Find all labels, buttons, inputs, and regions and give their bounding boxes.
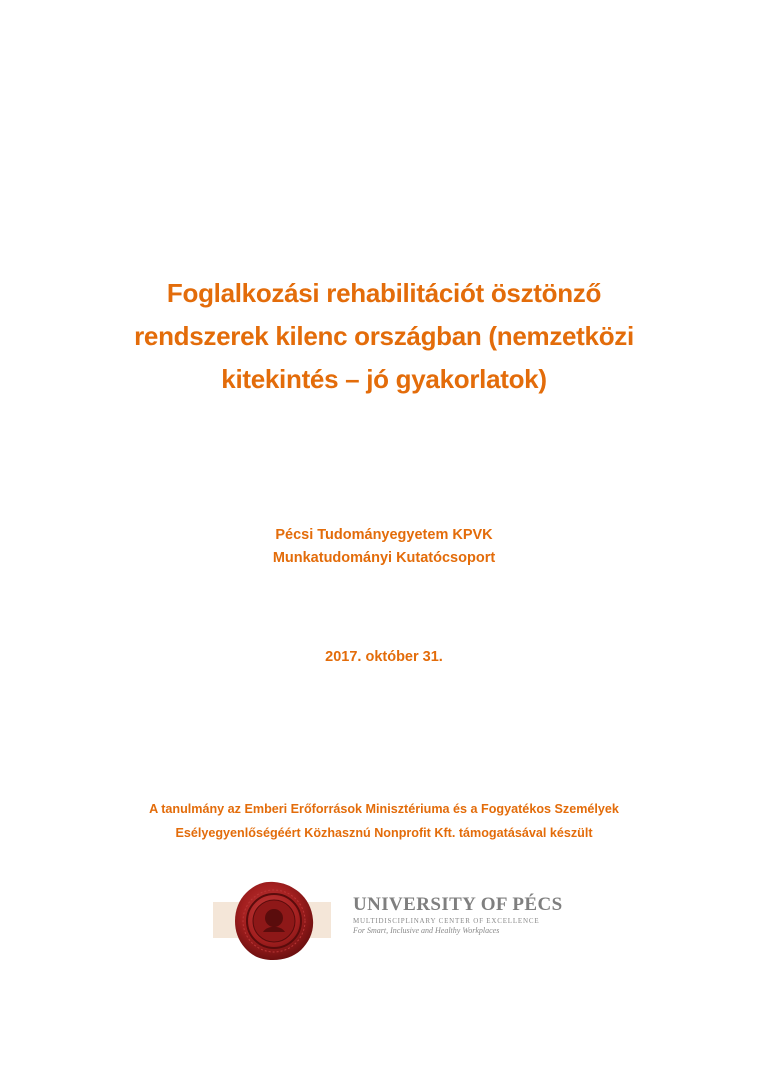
document-title xyxy=(90,272,678,401)
organization-block xyxy=(0,524,768,570)
organization-line-2: Munkatudományi Kutatócsoport xyxy=(272,550,496,566)
logo-wordmark xyxy=(353,894,563,936)
support-line-1: A tanulmány az Emberi Erőforrások Minisztériuma és a Fogyatékos Személyek xyxy=(149,802,619,816)
support-line-2: Esélyegyenlőségéért Közhasznú Nonprofit Kft. támogatásával készült xyxy=(175,826,593,840)
logo-name: UNIVERSITY OF PÉCS xyxy=(353,894,563,915)
university-logo xyxy=(213,880,563,962)
logo-subtitle: MULTIDISCIPLINARY CENTER OF EXCELLENCE xyxy=(353,917,540,925)
support-statement xyxy=(0,797,768,845)
wax-seal-icon xyxy=(233,880,315,962)
title-line-3: kitekintés – jó gyakorlatok) xyxy=(221,364,547,394)
logo-tagline: For Smart, Inclusive and Healthy Workplaces xyxy=(353,926,500,935)
title-line-2: rendszerek kilenc országban (nemzetközi xyxy=(134,321,634,351)
organization-line-1: Pécsi Tudományegyetem KPVK xyxy=(275,527,493,543)
document-date: 2017. október 31. xyxy=(325,649,443,665)
title-line-1: Foglalkozási rehabilitációt ösztönző xyxy=(166,278,602,308)
